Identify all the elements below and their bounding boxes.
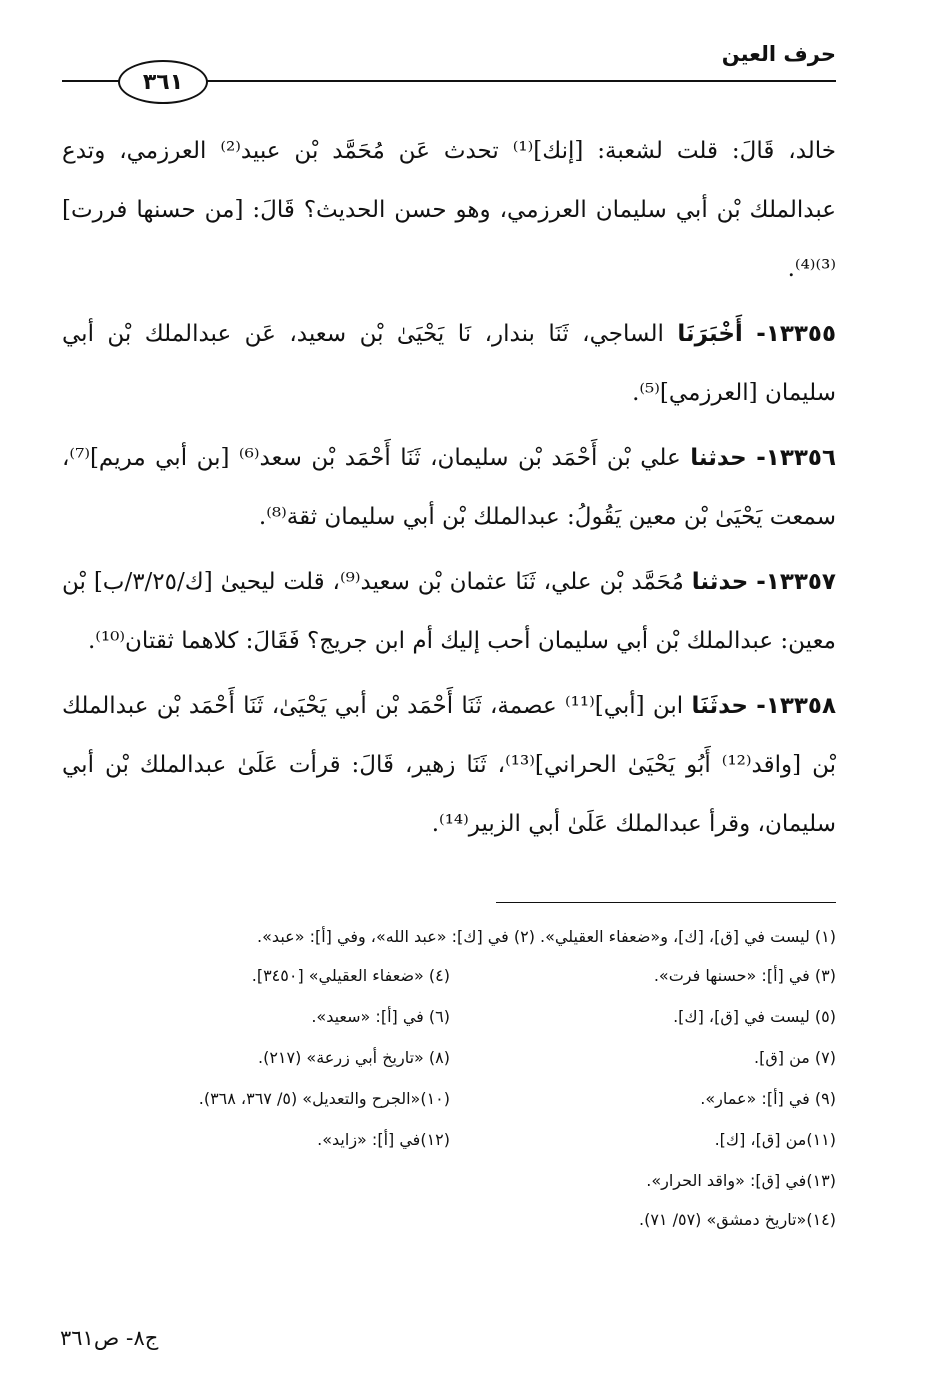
footnote: (١٣)في [ق]: «واقد الحرار».: [646, 1171, 836, 1190]
footnote-row: [62, 1002, 836, 1043]
hadith-number: ١٣٣٥٧-: [756, 569, 836, 595]
footnote-row: [62, 961, 836, 1002]
hadith-number: ١٣٣٥٥-: [756, 321, 837, 347]
paragraph-text: خالد، قَالَ: قلت لشعبة: [إنك]⁽¹⁾ تحدث عَن مُحَمَّد بْن عبيد⁽²⁾ العرزمي، وتدع عبدالملك بْن أبي سليمان العرزمي، وهو حسن الحديث؟ قَالَ: [من حسنها فررت]⁽³⁾⁽⁴⁾.: [62, 138, 837, 282]
hadith-entry: [62, 305, 836, 423]
narration-keyword: حدثنا: [691, 569, 749, 595]
page-number-badge: ٣٦١: [118, 60, 208, 104]
footnote: (٩) في [أ]: «عمار».: [700, 1089, 836, 1108]
footnote: (٥) ليست في [ق]، [ك].: [673, 1007, 836, 1026]
footnote: (١١)من [ق]، [ك].: [714, 1130, 836, 1149]
narration-keyword: حدثَنَا: [691, 693, 748, 719]
footnote: (٨) «تاريخ أبي زرعة» (٢١٧).: [257, 1048, 450, 1067]
paragraph-text: ابن [أبي]⁽¹¹⁾ عصمة، ثَنَا أَحْمَد بْن أبي يَحْيَىٰ، ثَنَا أَحْمَد بْن عبدالملك بْن [واقد⁽¹²⁾ أَبُو يَحْيَىٰ الحراني]⁽¹³⁾، ثَنَا زهير، قَالَ: قرأت عَلَىٰ عبدالملك بْن أبي سليمان، وقرأ عبدالملك عَلَىٰ أبي الزبير⁽¹⁴⁾.: [62, 693, 836, 837]
footnote: (١٢)في [أ]: «زايد».: [317, 1130, 450, 1149]
hadith-entry: [62, 553, 836, 671]
paragraph-text: علي بْن أَحْمَد بْن سليمان، ثَنَا أَحْمَد بْن سعد⁽⁶⁾ [بن أبي مريم]⁽⁷⁾، سمعت يَحْيَىٰ بْن معين يَقُولُ: عبدالملك بْن أبي سليمان ثقة⁽⁸⁾.: [62, 445, 836, 530]
hadith-number: ١٣٣٥٦-: [756, 445, 836, 471]
hadith-entry: [62, 677, 836, 854]
footnote: (٦) في [أ]: «سعيد».: [311, 1007, 450, 1026]
narration-keyword: حدثنا: [690, 445, 747, 471]
footnote: (٧) من [ق].: [754, 1048, 836, 1067]
chapter-title: حرف العين: [721, 42, 836, 66]
footnote: (٣) في [أ]: «حسنها فرت».: [653, 966, 836, 985]
paragraph: [62, 122, 836, 299]
paragraph-text: مُحَمَّد بْن علي، ثَنَا عثمان بْن سعيد⁽⁹⁾، قلت ليحيىٰ [ك/٣/٢٥/ب] بْن معين: عبدالملك بْن أبي سليمان أحب إليك أم ابن جريج؟ فَقَالَ: كلاهما ثقتان⁽¹⁰⁾.: [62, 569, 836, 654]
narration-keyword: أَخْبَرَنَا: [677, 321, 743, 347]
footnote: (١٠)«الجرح والتعديل» (٥/ ٣٦٧، ٣٦٨).: [198, 1089, 450, 1108]
footnote: (١) ليست في [ق]، [ك]، و«ضعفاء العقيلي». (٢) في [ك]: «عبد الله»، وفي [أ]: «عبد».: [257, 927, 836, 946]
footnote: (٤) «ضعفاء العقيلي» [٣٤٥٠].: [251, 966, 450, 985]
footnote-row: [62, 1043, 836, 1084]
paragraph-text: الساجي، ثَنَا بندار، نَا يَحْيَىٰ بْن سعيد، عَن عبدالملك بْن أبي سليمان [العرزمي]⁽⁵⁾.: [62, 321, 836, 406]
footnote-separator: [496, 902, 836, 903]
main-text: [62, 122, 836, 860]
footnote-row: [62, 1125, 836, 1166]
footer-page-ref: ج٨- ص٣٦١: [60, 1326, 159, 1350]
hadith-entry: [62, 429, 836, 547]
footnotes: [62, 922, 836, 1244]
footnote: (١٤)«تاريخ دمشق» (٥٧/ ٧١).: [638, 1210, 836, 1229]
footnote-row: [62, 1084, 836, 1125]
hadith-number: ١٣٣٥٨-: [756, 693, 837, 719]
